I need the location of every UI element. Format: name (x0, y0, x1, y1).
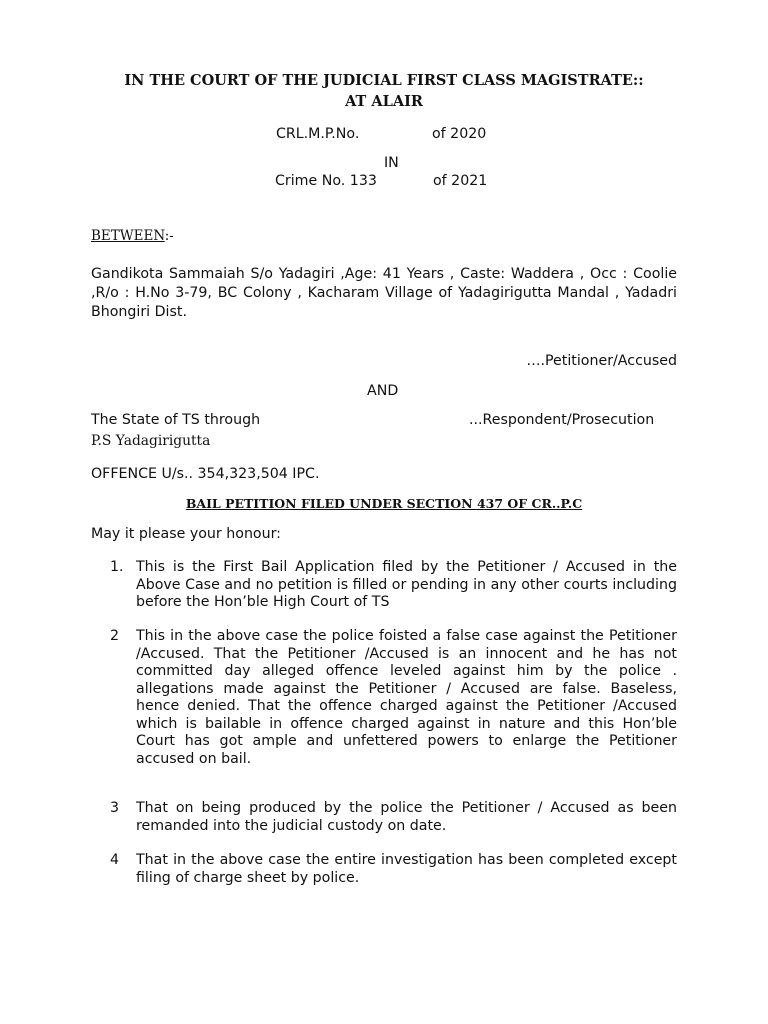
respondent-name: The State of TS through (91, 412, 261, 428)
petitioner-role: ….Petitioner/Accused (526, 353, 677, 369)
ground-item-2 (110, 628, 677, 786)
crime-number: Crime No. 133 (275, 173, 377, 189)
ground-text: This is the First Bail Application filed by the Petitioner / Accused in the Above Case and no petition is filled or pending in any other courts including before the Hon’ble High Court of TS (136, 559, 677, 610)
ground-item-3 (110, 800, 677, 836)
between-heading (91, 228, 174, 244)
ground-number: 3 (110, 800, 120, 816)
ground-number: 2 (110, 628, 120, 644)
and-label: AND (367, 383, 399, 399)
ground-text: That in the above case the entire investigation has been completed except filing of charge sheet by police. (136, 852, 677, 886)
court-title-line1: IN THE COURT OF THE JUDICIAL FIRST CLASS MAGISTRATE:: (124, 72, 644, 89)
crime-year: of 2021 (433, 173, 488, 189)
ground-item-4 (110, 852, 677, 888)
in-label: IN (384, 155, 399, 171)
court-title-line2: AT ALAIR (345, 93, 423, 110)
crlmp-year: of 2020 (432, 126, 487, 142)
ground-item-1 (110, 559, 677, 629)
ground-text: That on being produced by the police the Petitioner / Accused as been remanded into the judicial custody on date. (136, 800, 677, 834)
offence-line: OFFENCE U/s.. 354,323,504 IPC. (91, 466, 320, 482)
court-title (80, 70, 688, 112)
respondent-station: P.S Yadagirigutta (91, 433, 211, 449)
crlmp-label: CRL.M.P.No. (276, 126, 360, 142)
petition-heading: BAIL PETITION FILED UNDER SECTION 437 OF CR..P.C (185, 496, 583, 511)
salutation: May it please your honour: (91, 526, 281, 542)
petitioner-details: Gandikota Sammaiah S/o Yadagiri ,Age: 41 Years , Caste: Waddera , Occ : Coolie ,R/o : H.No 3-79, BC Colony , Kacharam Village of Yadagirigutta Mandal , Yadadri Bhongiri Dist. (91, 266, 677, 320)
respondent-role: ...Respondent/Prosecution (469, 412, 655, 428)
ground-number: 1. (110, 559, 124, 575)
between-label: BETWEEN (91, 228, 165, 244)
ground-text: This in the above case the police foisted a false case against the Petitioner /Accused. That the Petitioner /Accused is an innocent and he has not committed day alleged offence leveled against him by the police . allegations made against the Petitioner / Accused are false. Baseless, hence denied. That the offence charged against the Petitioner /Accused which is bailable in offence charged against in nature and this Hon’ble Court has got ample and unfettered powers to enlarge the Petitioner accused on bail. (136, 628, 677, 767)
between-suffix: :- (164, 228, 174, 244)
ground-number: 4 (110, 852, 120, 868)
